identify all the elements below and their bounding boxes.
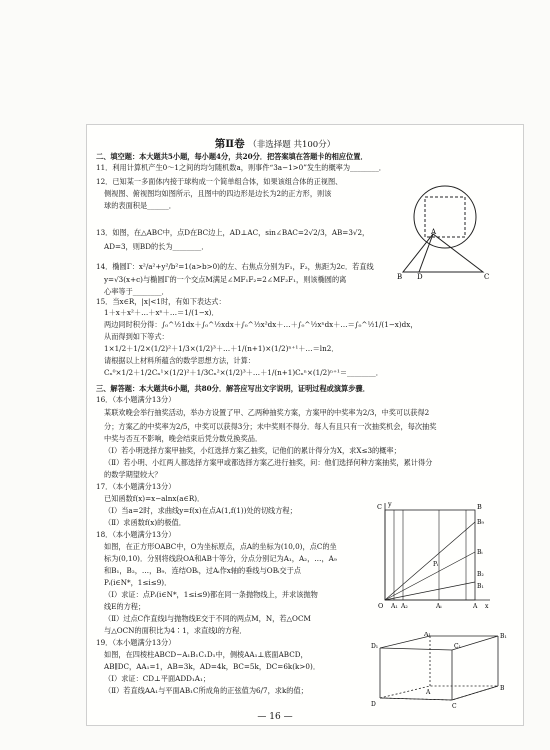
question-line: 16．（本小题满分13分） — [96, 395, 176, 404]
question-line: 15．当x∈R，|x|<1时，有如下表达式： — [96, 297, 226, 306]
label-B9: B₉ — [477, 519, 484, 526]
label-Ai: Aᵢ — [436, 603, 442, 610]
question-line: 的数学期望较大？ — [104, 470, 162, 479]
label-C: C — [452, 703, 457, 710]
question-line: 和B₁，B₂，…，B₉．连结OBᵢ，过Aᵢ作x轴的垂线与OBᵢ交于点 — [104, 566, 301, 575]
question-line: 心率等于________． — [104, 287, 169, 296]
label-A: A — [426, 689, 431, 696]
label-Bi: Bᵢ — [477, 549, 483, 556]
question-line: （Ⅰ）求证：点Pᵢ(i∈N*，1≤i≤9)都在同一条抛物线上，并求该抛物 — [104, 590, 318, 599]
question-line: 1＋x＋x²＋…＋xⁿ＋…＝1/(1−x)． — [104, 308, 219, 317]
question-line: 13．如图，在△ABC中，点D在BC边上，AD⊥AC，sin∠BAC=2√2/3，AB=3√2， — [96, 228, 370, 237]
label-C1: C₁ — [454, 643, 461, 650]
question-line: （Ⅱ）过点C作直线l与抛物线E交于不同的两点M，N，若△OCM — [104, 614, 311, 623]
question-line: Cₙ⁰×1/2＋1/2Cₙ¹×(1/2)²＋1/3Cₙ²×(1/2)³＋…＋1/(n+1)Cₙⁿ×(1/2)ⁿ⁺¹＝________． — [104, 368, 383, 377]
prism-figure — [370, 632, 510, 714]
triangle-figure-13 — [395, 228, 495, 280]
question-line: 侧视图、俯视图均如图所示，且图中的四边形是边长为2的正方形，则该 — [104, 189, 332, 198]
label-B: B — [500, 685, 505, 692]
question-line: Pᵢ(i∈N*，1≤i≤9)． — [104, 578, 172, 587]
question-line: 某联欢晚会举行抽奖活动，举办方设置了甲、乙两种抽奖方案，方案甲的中奖率为2/3，中奖可以获得2 — [104, 408, 430, 417]
label-A1: A₁ — [424, 632, 431, 638]
question-line: 已知函数f(x)=x−alnx(a∈R)． — [104, 494, 205, 503]
label-D: D — [371, 701, 376, 708]
label-C: C — [484, 273, 490, 280]
question-line: 从而得到如下等式： — [104, 332, 169, 341]
label-D: D — [417, 273, 423, 280]
question-line: 与△OCN的面积比为4∶1，求直线l的方程． — [104, 626, 247, 635]
label-B: B — [477, 503, 482, 511]
label-B2: B₂ — [477, 571, 484, 578]
question-line: （Ⅱ）求函数f(x)的极值． — [104, 518, 186, 527]
label-x: x — [485, 603, 489, 610]
label-Pi: Pᵢ — [433, 561, 439, 568]
label-O: O — [378, 602, 384, 610]
label-B1: B₁ — [477, 583, 484, 590]
question-line: 两边同时积分得：∫₀^½1dx＋∫₀^½xdx＋∫₀^½x²dx＋…＋∫₀^½xⁿdx＋…＝∫₀^½1/(1−x)dx， — [104, 320, 418, 329]
question-line: 1×1/2＋1/2×(1/2)²＋1/3×(1/2)³＋…＋1/(n+1)×(1/2)ⁿ⁺¹＋…＝ln2． — [104, 344, 339, 353]
part-title-text: 第Ⅱ卷 — [214, 138, 245, 150]
question-line: （Ⅱ）若直线AA₁与平面AB₁C所成角的正弦值为6/7，求k的值； — [104, 686, 308, 695]
question-line: （Ⅰ）若小明选择方案甲抽奖，小红选择方案乙抽奖，记他们的累计得分为X，求X≤3的概率； — [104, 446, 401, 455]
question-line: 如图，在四棱柱ABCD−A₁B₁C₁D₁中，侧棱AA₁⊥底面ABCD， — [104, 650, 308, 659]
part-subtitle: （非选择题 共100分） — [248, 140, 336, 150]
label-A: A — [473, 603, 478, 610]
label-A: A — [431, 228, 437, 236]
question-line: 分；方案乙的中奖率为2/5，中奖可以获得3分；未中奖则不得分．每人有且只有一次抽奖机会，每次抽奖 — [104, 422, 437, 431]
label-A1: A₁ — [391, 603, 398, 610]
label-B: B — [397, 273, 403, 280]
part-title — [0, 136, 550, 151]
label-B1: B₁ — [500, 633, 507, 640]
question-line: 12．已知某一多面体内接于球构成一个简单组合体，如果该组合体的正视图、 — [96, 177, 343, 186]
label-y: y — [388, 500, 392, 508]
question-line: AB∥DC，AA₁=1，AB=3k，AD=4k，BC=5k，DC=6k(k>0)． — [104, 662, 321, 671]
question-line: （Ⅰ）当a=2时，求曲线y=f(x)在点A(1,f(1))处的切线方程； — [104, 506, 297, 515]
question-line: 请根据以上材料所蕴含的数学思想方法，计算： — [104, 356, 255, 365]
question-line: 19．（本小题满分13分） — [96, 638, 176, 647]
question-line: 线E的方程； — [104, 602, 146, 611]
question-line: 球的表面积是______． — [104, 201, 176, 210]
question-line: （Ⅰ）求证：CD⊥平面ADD₁A₁； — [104, 674, 211, 683]
question-line: 18．（本小题满分13分） — [96, 530, 176, 539]
section-heading: 二、填空题：本大题共5小题，每小题4分，共20分．把答案填在答题卡的相应位置． — [96, 152, 368, 161]
question-line: AD=3，则BD的长为________． — [104, 242, 209, 251]
question-line: 如图，在正方形OABC中，O为坐标原点，点A的坐标为(10,0)，点C的坐 — [104, 542, 337, 551]
question-line: 标为(0,10)．分别将线段OA和AB十等分，分点分别记为A₁，A₂，…，A₉ — [104, 554, 337, 563]
question-line: 中奖与否互不影响，晚会结束后凭分数兑换奖品． — [104, 434, 263, 443]
question-line: 17．（本小题满分13分） — [96, 482, 176, 491]
question-line: y=√3(x+c)与椭圆Γ的一个交点M满足∠MF₁F₂=2∠MF₂F₁，则该椭圆的离 — [104, 275, 347, 284]
label-D1: D₁ — [371, 643, 379, 650]
label-A2: A₂ — [401, 603, 408, 610]
label-C: C — [377, 503, 382, 511]
question-line: 11．利用计算机产生0～1之间的均匀随机数a，则事件“3a−1>0”发生的概率为________． — [96, 163, 386, 172]
section-heading: 三、解答题：本大题共6小题，共80分．解答应写出文字说明，证明过程或演算步骤． — [96, 384, 370, 393]
question-line: 14．椭圆Γ：x²/a²+y²/b²=1(a>b>0)的左、右焦点分别为F₁，F₂，焦距为2c．若直线 — [96, 262, 374, 271]
question-line: （Ⅱ）若小明、小红两人都选择方案甲或都选择方案乙进行抽奖，问：他们选择何种方案抽奖，累计得分 — [104, 458, 433, 467]
page-number: — 16 — — [257, 712, 293, 722]
parabola-square-figure — [375, 500, 495, 610]
